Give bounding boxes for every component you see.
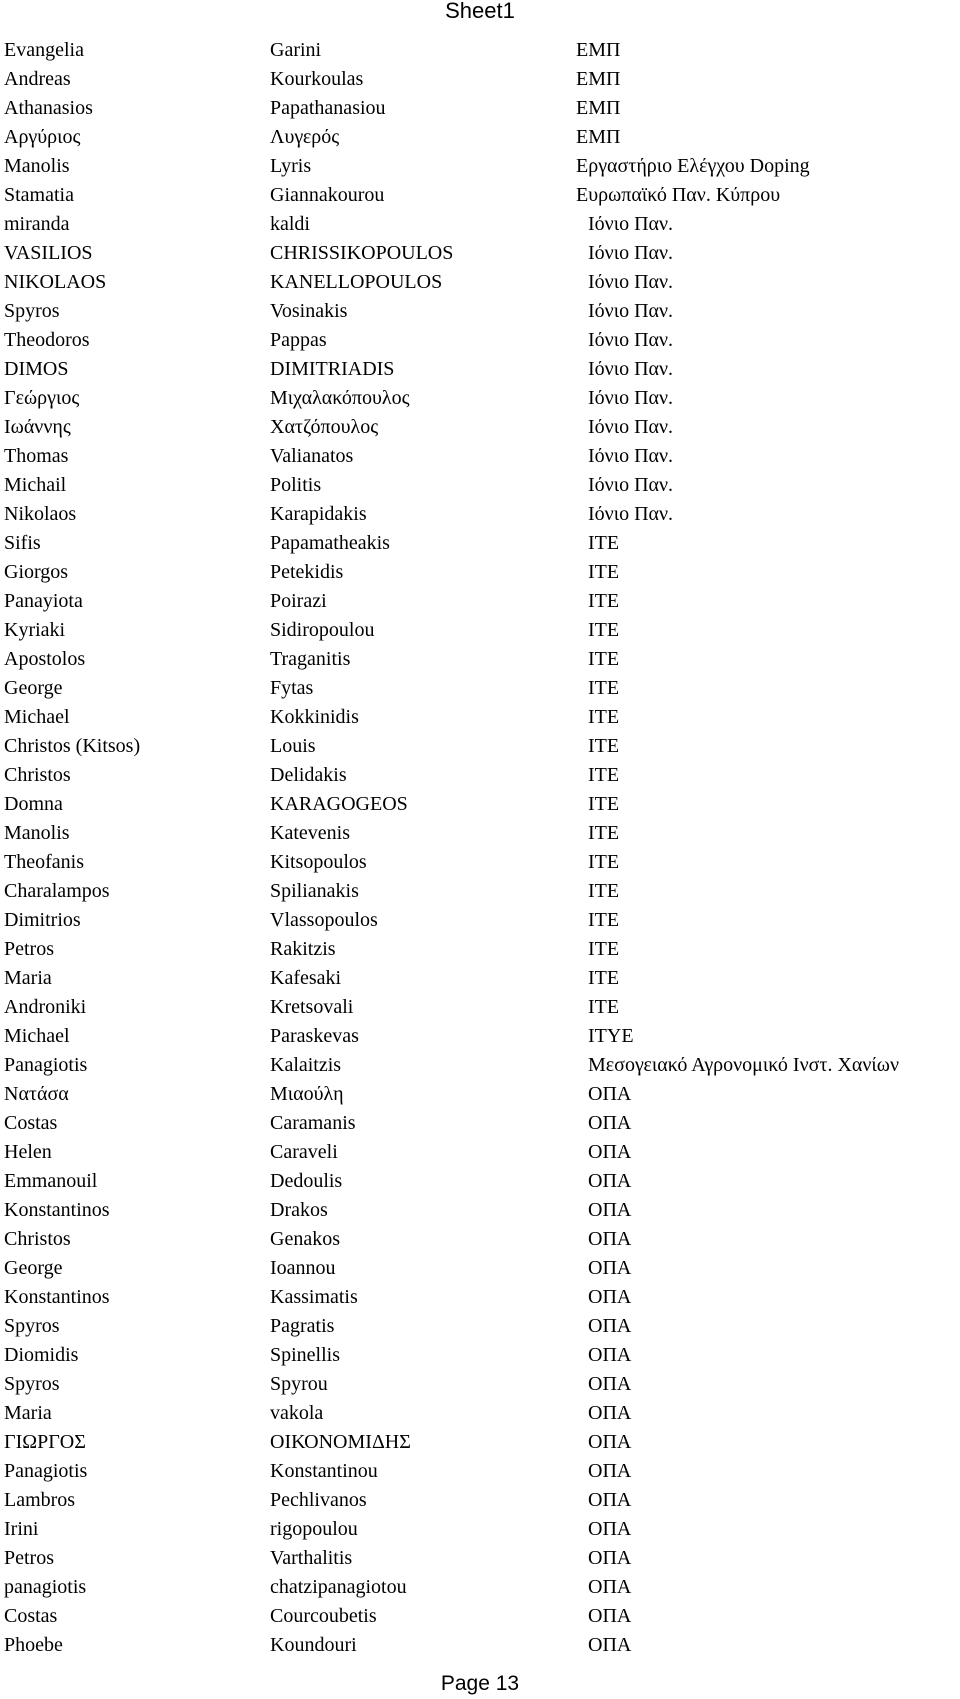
last-name: Lyris [270,155,312,177]
first-name: Christos (Kitsos) [4,735,141,757]
first-name: Panayiota [4,590,83,612]
first-name: DIMOS [4,358,69,380]
first-name: Christos [4,764,71,786]
last-name: Pagratis [270,1315,335,1337]
organization: ΙΤΕ [588,880,620,902]
organization: Ιόνιο Παν. [588,358,674,380]
list-item [0,819,960,848]
list-item [0,964,960,993]
list-item [0,790,960,819]
first-name: Ιωάννης [4,416,71,438]
first-name: Spyros [4,1373,60,1395]
list-item [0,94,960,123]
list-item [0,297,960,326]
list-item [0,1167,960,1196]
last-name: ΟΙΚΟΝΟΜΙΔΗΣ [270,1431,411,1453]
last-name: Kassimatis [270,1286,358,1308]
list-item [0,123,960,152]
organization: ΟΠΑ [588,1286,632,1308]
first-name: ΓΙΩΡΓΟΣ [4,1431,86,1453]
organization: ΟΠΑ [588,1518,632,1540]
last-name: Katevenis [270,822,350,844]
first-name: Michael [4,706,70,728]
last-name: chatzipanagiotou [270,1576,407,1598]
last-name: Papamatheakis [270,532,390,554]
organization: Ιόνιο Παν. [588,416,674,438]
list-item [0,500,960,529]
last-name: Μιχαλακόπουλος [270,387,410,409]
first-name: Apostolos [4,648,86,670]
first-name: Costas [4,1605,58,1627]
organization: ΟΠΑ [588,1634,632,1656]
first-name: Androniki [4,996,87,1018]
organization: ΕΜΠ [576,68,621,90]
list-item [0,848,960,877]
first-name: Manolis [4,822,70,844]
first-name: Christos [4,1228,71,1250]
list-item [0,471,960,500]
organization: ΙΤΕ [588,677,620,699]
list-item [0,935,960,964]
first-name: Irini [4,1518,39,1540]
last-name: Kitsopoulos [270,851,367,873]
list-item [0,1486,960,1515]
first-name: Phoebe [4,1634,63,1656]
organization: ΙΤΕ [588,590,620,612]
last-name: Kretsovali [270,996,354,1018]
list-item [0,1428,960,1457]
organization: ΕΜΠ [576,39,621,61]
organization: ΕΜΠ [576,97,621,119]
organization: ΙΤΕ [588,619,620,641]
last-name: Fytas [270,677,314,699]
organization: ΟΠΑ [588,1228,632,1250]
list-item [0,1515,960,1544]
first-name: Manolis [4,155,70,177]
last-name: Petekidis [270,561,344,583]
organization: ΟΠΑ [588,1315,632,1337]
organization: ΟΠΑ [588,1112,632,1134]
first-name: Αργύριος [4,126,81,148]
last-name: Pechlivanos [270,1489,367,1511]
organization: ΙΤΕ [588,706,620,728]
organization: ΟΠΑ [588,1431,632,1453]
first-name: Spyros [4,300,60,322]
list-item [0,65,960,94]
organization: ΙΤΕ [588,996,620,1018]
first-name: Stamatia [4,184,74,206]
organization: ΟΠΑ [588,1257,632,1279]
last-name: Kourkoulas [270,68,364,90]
organization: ΟΠΑ [588,1373,632,1395]
organization: Εργαστήριο Ελέγχου Doping [576,155,810,177]
last-name: Χατζόπουλος [270,416,379,438]
last-name: Vosinakis [270,300,348,322]
list-item [0,1602,960,1631]
first-name: Theodoros [4,329,90,351]
list-item [0,1312,960,1341]
first-name: Theofanis [4,851,84,873]
last-name: KANELLOPOULOS [270,271,443,293]
last-name: Valianatos [270,445,354,467]
list-item [0,1631,960,1660]
organization: Ιόνιο Παν. [588,213,674,235]
first-name: Domna [4,793,63,815]
first-name: Costas [4,1112,58,1134]
first-name: Thomas [4,445,69,467]
list-item [0,674,960,703]
list-item [0,442,960,471]
last-name: CHRISSIKOPOULOS [270,242,454,264]
list-item [0,1399,960,1428]
last-name: Spyrou [270,1373,328,1395]
list-item [0,1138,960,1167]
first-name: Athanasios [4,97,93,119]
last-name: Genakos [270,1228,340,1250]
organization: Ιόνιο Παν. [588,271,674,293]
organization: ΙΤΕ [588,793,620,815]
organization: ΟΠΑ [588,1170,632,1192]
organization: ΙΤΕ [588,764,620,786]
first-name: Konstantinos [4,1199,110,1221]
first-name: Michael [4,1025,70,1047]
last-name: Konstantinou [270,1460,378,1482]
organization: Ιόνιο Παν. [588,474,674,496]
last-name: Karapidakis [270,503,367,525]
organization: ΙΤΕ [588,909,620,931]
first-name: Andreas [4,68,71,90]
first-name: Charalampos [4,880,110,902]
last-name: Drakos [270,1199,328,1221]
organization: Ιόνιο Παν. [588,300,674,322]
last-name: Delidakis [270,764,347,786]
organization: ΕΜΠ [576,126,621,148]
list-item [0,210,960,239]
last-name: Λυγερός [270,126,340,148]
list-item [0,355,960,384]
last-name: Vlassopoulos [270,909,378,931]
organization: Ιόνιο Παν. [588,242,674,264]
last-name: Politis [270,474,322,496]
list-item [0,761,960,790]
organization: ΙΤΕ [588,851,620,873]
last-name: vakola [270,1402,324,1424]
last-name: Rakitzis [270,938,336,960]
last-name: Courcoubetis [270,1605,377,1627]
first-name: Giorgos [4,561,69,583]
last-name: DIMITRIADIS [270,358,395,380]
first-name: George [4,1257,63,1279]
last-name: Louis [270,735,316,757]
last-name: Spilianakis [270,880,359,902]
last-name: Papathanasiou [270,97,386,119]
first-name: Michail [4,474,67,496]
list-item [0,1457,960,1486]
last-name: Paraskevas [270,1025,359,1047]
list-item [0,906,960,935]
organization: ΟΠΑ [588,1199,632,1221]
last-name: Pappas [270,329,327,351]
last-name: Ioannou [270,1257,336,1279]
organization: Ιόνιο Παν. [588,445,674,467]
organization: ΙΤΥΕ [588,1025,634,1047]
last-name: Traganitis [270,648,351,670]
list-item [0,1544,960,1573]
first-name: Panagiotis [4,1460,88,1482]
last-name: Sidiropoulou [270,619,375,641]
last-name: Koundouri [270,1634,357,1656]
list-item [0,152,960,181]
first-name: Maria [4,1402,52,1424]
sheet-title: Sheet1 [445,0,515,23]
organization: ΙΤΕ [588,561,620,583]
organization: Ιόνιο Παν. [588,503,674,525]
last-name: Garini [270,39,322,61]
last-name: Dedoulis [270,1170,343,1192]
list-item [0,645,960,674]
organization: ΙΤΕ [588,648,620,670]
list-item [0,993,960,1022]
list-item [0,36,960,65]
list-item [0,268,960,297]
organization: ΟΠΑ [588,1547,632,1569]
list-item [0,1022,960,1051]
organization: ΟΠΑ [588,1344,632,1366]
last-name: Varthalitis [270,1547,353,1569]
first-name: Spyros [4,1315,60,1337]
organization: ΟΠΑ [588,1576,632,1598]
list-item [0,1341,960,1370]
first-name: Νατάσα [4,1083,69,1105]
first-name: Konstantinos [4,1286,110,1308]
list-item [0,326,960,355]
last-name: Kalaitzis [270,1054,342,1076]
organization: ΟΠΑ [588,1460,632,1482]
list-item [0,1080,960,1109]
list-item [0,1370,960,1399]
last-name: Kokkinidis [270,706,359,728]
organization: ΟΠΑ [588,1083,632,1105]
first-name: Dimitrios [4,909,81,931]
organization: Ευρωπαϊκό Παν. Κύπρου [576,184,781,206]
list-item [0,1283,960,1312]
last-name: Spinellis [270,1344,341,1366]
last-name: KARAGOGEOS [270,793,408,815]
first-name: Petros [4,1547,54,1569]
list-item [0,703,960,732]
list-item [0,1254,960,1283]
first-name: Panagiotis [4,1054,88,1076]
organization: ΙΤΕ [588,532,620,554]
organization: Μεσογειακό Αγρονομικό Ινστ. Χανίων [588,1054,899,1076]
first-name: Nikolaos [4,503,77,525]
name-list [0,36,960,1660]
list-item [0,1225,960,1254]
first-name: Evangelia [4,39,84,61]
list-item [0,413,960,442]
first-name: Emmanouil [4,1170,98,1192]
page-number: Page 13 [440,1672,520,1695]
last-name: Caramanis [270,1112,356,1134]
list-item [0,1051,960,1080]
first-name: Petros [4,938,54,960]
first-name: Helen [4,1141,52,1163]
first-name: George [4,677,63,699]
organization: Ιόνιο Παν. [588,329,674,351]
list-item [0,529,960,558]
last-name: Poirazi [270,590,327,612]
last-name: Giannakourou [270,184,385,206]
last-name: kaldi [270,213,310,235]
list-item [0,587,960,616]
list-item [0,384,960,413]
organization: ΙΤΕ [588,967,620,989]
list-item [0,239,960,268]
last-name: Kafesaki [270,967,342,989]
first-name: VASILIOS [4,242,93,264]
organization: ΙΤΕ [588,938,620,960]
first-name: NIKOLAOS [4,271,107,293]
list-item [0,616,960,645]
organization: ΟΠΑ [588,1402,632,1424]
first-name: Kyriaki [4,619,66,641]
organization: ΟΠΑ [588,1605,632,1627]
first-name: Maria [4,967,52,989]
first-name: Lambros [4,1489,76,1511]
organization: ΟΠΑ [588,1489,632,1511]
list-item [0,1109,960,1138]
list-item [0,1196,960,1225]
last-name: Caraveli [270,1141,338,1163]
list-item [0,732,960,761]
first-name: Diomidis [4,1344,79,1366]
organization: ΟΠΑ [588,1141,632,1163]
first-name: panagiotis [4,1576,87,1598]
last-name: rigopoulou [270,1518,358,1540]
first-name: miranda [4,213,70,235]
list-item [0,877,960,906]
first-name: Sifis [4,532,41,554]
organization: Ιόνιο Παν. [588,387,674,409]
organization: ΙΤΕ [588,822,620,844]
last-name: Μιαούλη [270,1083,344,1105]
first-name: Γεώργιος [4,387,80,409]
organization: ΙΤΕ [588,735,620,757]
list-item [0,181,960,210]
list-item [0,1573,960,1602]
list-item [0,558,960,587]
